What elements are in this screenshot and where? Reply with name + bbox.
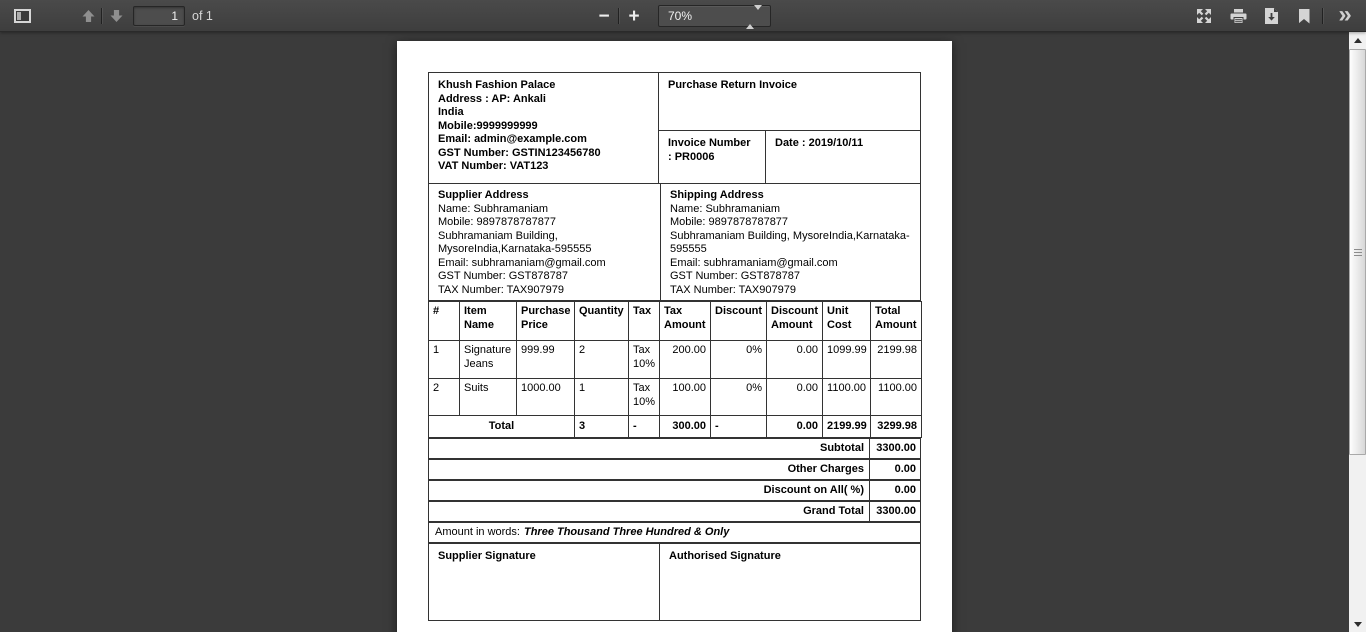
authorised-signature-label: Authorised Signature bbox=[669, 550, 781, 562]
col-header: Quantity bbox=[575, 302, 629, 341]
grand-total-value: 3300.00 bbox=[869, 502, 920, 521]
company-gst: GST Number: GSTIN123456780 bbox=[438, 146, 601, 159]
item-tax: Tax 10% bbox=[629, 379, 660, 416]
discount-on-all-value: 0.00 bbox=[869, 481, 920, 500]
grand-total-row bbox=[428, 501, 921, 522]
total-label: Total bbox=[429, 416, 575, 438]
grand-total-label: Grand Total bbox=[803, 504, 864, 517]
scroll-down-button[interactable] bbox=[1349, 616, 1366, 632]
double-chevron-icon: » bbox=[1338, 0, 1352, 28]
signature-section bbox=[428, 543, 921, 621]
item-purchase-price: 1000.00 bbox=[517, 379, 575, 416]
toggle-sidebar-button[interactable] bbox=[7, 3, 37, 29]
total-discount-amount: 0.00 bbox=[767, 416, 823, 438]
minus-icon: − bbox=[598, 5, 610, 27]
shipping-address-heading: Shipping Address bbox=[670, 189, 764, 201]
item-total-amount: 1100.00 bbox=[871, 379, 922, 416]
company-address-line: India bbox=[438, 106, 464, 118]
item-name: Signature Jeans bbox=[460, 341, 517, 379]
items-table bbox=[428, 301, 922, 438]
scrollbar-grip-icon bbox=[1354, 249, 1362, 250]
amount-in-words-row bbox=[428, 522, 921, 543]
shipping-name: Name: Subhramaniam bbox=[670, 202, 781, 215]
total-discount: - bbox=[711, 416, 767, 438]
next-page-button[interactable] bbox=[104, 3, 128, 29]
col-header: # bbox=[429, 302, 460, 341]
col-header: Tax Amount bbox=[660, 302, 711, 341]
total-unit-cost: 2199.99 bbox=[823, 416, 871, 438]
invoice-header-right bbox=[659, 73, 920, 183]
col-header: Tax bbox=[629, 302, 660, 341]
company-vat: VAT Number: VAT123 bbox=[438, 160, 549, 172]
scrollbar-grip-icon bbox=[1354, 255, 1362, 256]
scroll-up-icon bbox=[1354, 38, 1362, 43]
invoice-header bbox=[428, 72, 921, 184]
supplier-email: Email: subhramaniam@gmail.com bbox=[438, 256, 606, 269]
item-row bbox=[429, 379, 922, 416]
item-tax: Tax 10% bbox=[629, 341, 660, 379]
shipping-tax: TAX Number: TAX907979 bbox=[670, 283, 796, 296]
supplier-address-heading: Supplier Address bbox=[438, 189, 529, 201]
shipping-email: Email: subhramaniam@gmail.com bbox=[670, 256, 838, 269]
supplier-gst: GST Number: GST878787 bbox=[438, 270, 569, 282]
other-charges-row bbox=[428, 459, 921, 480]
company-name: Khush Fashion Palace bbox=[438, 79, 556, 91]
more-tools-button[interactable] bbox=[1330, 0, 1360, 29]
supplier-signature-label: Supplier Signature bbox=[429, 544, 660, 620]
total-tax: - bbox=[629, 416, 660, 438]
bookmark-button[interactable] bbox=[1292, 3, 1316, 29]
download-icon bbox=[1265, 8, 1279, 24]
invoice-document bbox=[428, 72, 921, 621]
scroll-up-button[interactable] bbox=[1349, 32, 1366, 48]
pdf-viewer-area bbox=[0, 32, 1349, 632]
company-address-line: Address : AP: Ankali bbox=[438, 92, 546, 105]
amount-in-words-label: Amount in words: bbox=[435, 525, 520, 538]
item-total-amount: 2199.98 bbox=[871, 341, 922, 379]
shipping-address-line: Subhramaniam Building, MysoreIndia,Karnataka-595555 bbox=[670, 229, 910, 255]
other-charges-value: 0.00 bbox=[869, 460, 920, 479]
page-count-label: of 1 bbox=[192, 9, 213, 23]
company-mobile: Mobile:9999999999 bbox=[438, 119, 538, 132]
bookmark-icon bbox=[1299, 9, 1310, 24]
company-email: Email: admin@example.com bbox=[438, 133, 587, 145]
item-quantity: 2 bbox=[575, 341, 629, 379]
company-info bbox=[429, 73, 659, 183]
previous-page-button[interactable] bbox=[76, 3, 100, 29]
download-button[interactable] bbox=[1260, 3, 1284, 29]
sidebar-icon bbox=[14, 9, 31, 23]
zoom-value: 70% bbox=[668, 9, 693, 23]
arrow-up-icon bbox=[81, 9, 96, 23]
invoice-date: Date : 2019/10/11 bbox=[775, 137, 864, 149]
item-row bbox=[429, 341, 922, 379]
items-header-row bbox=[429, 302, 922, 341]
subtotal-value: 3300.00 bbox=[869, 439, 920, 458]
item-discount: 0% bbox=[711, 379, 767, 416]
scroll-down-icon bbox=[1354, 622, 1362, 627]
invoice-number: Invoice Number : PR0006 bbox=[659, 131, 766, 183]
toolbar-separator bbox=[618, 8, 619, 24]
invoice-title: Purchase Return Invoice bbox=[659, 73, 920, 131]
supplier-address bbox=[429, 184, 661, 300]
shipping-mobile: Mobile: 9897878787877 bbox=[670, 216, 789, 228]
pdf-page bbox=[397, 41, 952, 632]
item-index: 1 bbox=[429, 341, 460, 379]
vertical-scrollbar[interactable] bbox=[1349, 32, 1366, 632]
col-header: Item Name bbox=[460, 302, 517, 341]
other-charges-label: Other Charges bbox=[787, 462, 864, 475]
item-unit-cost: 1100.00 bbox=[823, 379, 871, 416]
amount-in-words-value: Three Thousand Three Hundred & Only bbox=[523, 525, 730, 538]
item-discount-amount: 0.00 bbox=[767, 341, 823, 379]
col-header: Discount bbox=[711, 302, 767, 341]
col-header: Total Amount bbox=[871, 302, 922, 341]
item-tax-amount: 100.00 bbox=[660, 379, 711, 416]
col-header: Unit Cost bbox=[823, 302, 871, 341]
print-icon bbox=[1230, 9, 1247, 24]
total-quantity: 3 bbox=[575, 416, 629, 438]
fullscreen-icon bbox=[1196, 8, 1212, 24]
supplier-tax: TAX Number: TAX907979 bbox=[438, 283, 564, 296]
discount-on-all-row bbox=[428, 480, 921, 501]
discount-on-all-label: Discount on All( %) bbox=[763, 483, 864, 496]
print-button[interactable] bbox=[1226, 3, 1250, 29]
item-tax-amount: 200.00 bbox=[660, 341, 711, 379]
shipping-gst: GST Number: GST878787 bbox=[670, 270, 801, 282]
total-amount: 3299.98 bbox=[871, 416, 922, 438]
subtotal-label: Subtotal bbox=[820, 441, 864, 454]
item-quantity: 1 bbox=[575, 379, 629, 416]
toolbar-separator bbox=[1322, 8, 1323, 24]
presentation-mode-button[interactable] bbox=[1192, 3, 1216, 29]
invoice-meta bbox=[659, 131, 920, 183]
supplier-address-line: Subhramaniam Building, MysoreIndia,Karnataka-595555 bbox=[438, 229, 592, 255]
plus-icon: + bbox=[628, 5, 640, 27]
supplier-mobile: Mobile: 9897878787877 bbox=[438, 216, 557, 228]
col-header: Discount Amount bbox=[767, 302, 823, 341]
item-index: 2 bbox=[429, 379, 460, 416]
items-total-row bbox=[429, 416, 922, 438]
scrollbar-grip-icon bbox=[1354, 252, 1362, 253]
arrow-down-icon bbox=[109, 9, 124, 23]
page-number-input[interactable] bbox=[133, 6, 185, 26]
supplier-name: Name: Subhramaniam bbox=[438, 202, 549, 215]
address-section bbox=[428, 184, 921, 301]
item-discount: 0% bbox=[711, 341, 767, 379]
zoom-in-button[interactable] bbox=[622, 3, 646, 29]
item-name: Suits bbox=[460, 379, 517, 416]
pdf-toolbar bbox=[0, 0, 1366, 32]
col-header: Purchase Price bbox=[517, 302, 575, 341]
scrollbar-thumb[interactable] bbox=[1349, 49, 1366, 455]
zoom-select[interactable] bbox=[658, 5, 771, 27]
total-tax-amount: 300.00 bbox=[660, 416, 711, 438]
select-spinner-icon bbox=[746, 10, 762, 24]
item-unit-cost: 1099.99 bbox=[823, 341, 871, 379]
toolbar-separator bbox=[101, 8, 102, 24]
item-purchase-price: 999.99 bbox=[517, 341, 575, 379]
zoom-out-button[interactable] bbox=[592, 3, 616, 29]
item-discount-amount: 0.00 bbox=[767, 379, 823, 416]
subtotal-row bbox=[428, 438, 921, 459]
shipping-address bbox=[661, 184, 920, 300]
